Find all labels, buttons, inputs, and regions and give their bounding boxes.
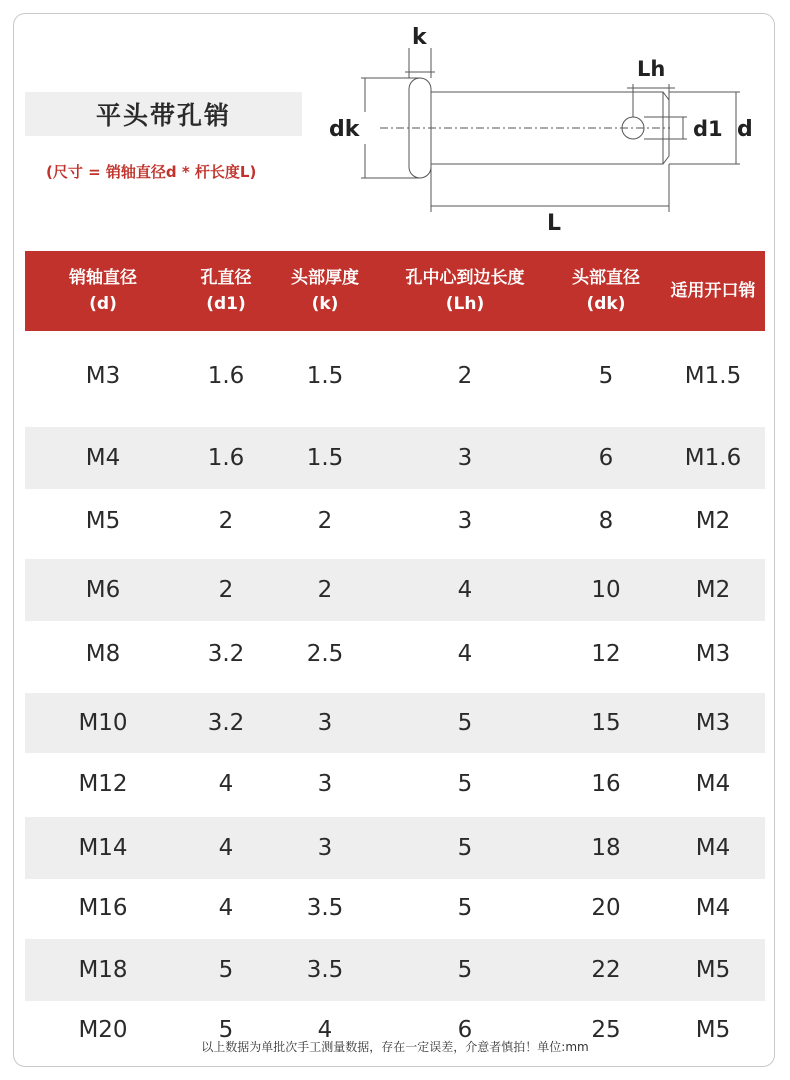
table-cell: 5	[218, 957, 234, 983]
table-cell: M4	[695, 771, 731, 797]
table-cell: 4	[218, 835, 234, 861]
column-header: 头部厚度 (k)	[291, 268, 359, 314]
column-header: 孔中心到边长度 (Lh)	[405, 268, 525, 314]
column-header: 头部直径 (dk)	[572, 268, 640, 314]
table-cell: 3	[457, 508, 473, 534]
table-cell: 20	[591, 895, 621, 921]
table-cell: M1.5	[684, 363, 742, 389]
table-cell: M8	[85, 641, 121, 667]
table-cell: M10	[78, 710, 128, 736]
table-row	[25, 753, 765, 815]
table-cell: 22	[591, 957, 621, 983]
table-cell: 16	[591, 771, 621, 797]
table-row	[25, 621, 765, 687]
table-cell: M1.6	[684, 445, 742, 471]
table-cell: 5	[218, 1017, 234, 1043]
table-cell: M4	[695, 895, 731, 921]
table-cell: 5	[457, 771, 473, 797]
table-cell: 5	[457, 957, 473, 983]
table-cell: 3	[457, 445, 473, 471]
table-cell: 3.5	[306, 895, 344, 921]
table-row	[25, 939, 765, 1001]
table-cell: 18	[591, 835, 621, 861]
table-cell: 4	[218, 895, 234, 921]
label-d: d	[737, 117, 753, 142]
table-cell: M2	[695, 508, 731, 534]
table-cell: 1.6	[207, 445, 245, 471]
table-cell: M5	[695, 957, 731, 983]
page-title: 平头带孔销	[25, 92, 302, 136]
column-header: 孔直径 (d1)	[200, 268, 252, 314]
table-cell: 5	[457, 895, 473, 921]
table-row	[25, 427, 765, 489]
table-cell: M5	[695, 1017, 731, 1043]
table-cell: 3	[317, 835, 333, 861]
label-d1: d1	[693, 117, 723, 141]
table-cell: M3	[695, 710, 731, 736]
table-cell: 1.5	[306, 445, 344, 471]
table-cell: 4	[317, 1017, 333, 1043]
table-cell: M12	[78, 771, 128, 797]
table-cell: 10	[591, 577, 621, 603]
column-header: 销轴直径 (d)	[69, 268, 137, 314]
table-cell: M4	[85, 445, 121, 471]
table-row	[25, 817, 765, 879]
table-cell: M14	[78, 835, 128, 861]
table-body	[25, 331, 765, 1059]
table-cell: 8	[598, 508, 614, 534]
table-cell: 2	[218, 577, 234, 603]
table-cell: M20	[78, 1017, 128, 1043]
table-cell: 5	[598, 363, 614, 389]
table-cell: M16	[78, 895, 128, 921]
table-cell: 6	[598, 445, 614, 471]
table-cell: M5	[85, 508, 121, 534]
table-cell: M3	[695, 641, 731, 667]
table-cell: 5	[457, 835, 473, 861]
table-cell: M2	[695, 577, 731, 603]
table-cell: 25	[591, 1017, 621, 1043]
table-cell: M6	[85, 577, 121, 603]
table-cell: 2	[457, 363, 473, 389]
table-cell: 2	[317, 508, 333, 534]
size-note: (尺寸 = 销轴直径d * 杆长度L)	[46, 163, 257, 181]
table-row	[25, 331, 765, 421]
table-cell: 6	[457, 1017, 473, 1043]
label-lh: Lh	[637, 57, 666, 81]
table-cell: 1.5	[306, 363, 344, 389]
table-cell: 3	[317, 771, 333, 797]
table-header	[25, 251, 765, 331]
table-cell: 3.5	[306, 957, 344, 983]
footer-note: 以上数据为单批次手工测量数据，存在一定误差，介意者慎拍！单位:mm	[201, 1040, 589, 1054]
table-row	[25, 559, 765, 621]
table-row	[25, 489, 765, 553]
label-k: k	[412, 25, 427, 50]
table-cell: 4	[218, 771, 234, 797]
table-cell: 1.6	[207, 363, 245, 389]
table-cell: 3.2	[207, 641, 245, 667]
table-cell: 5	[457, 710, 473, 736]
table-cell: 15	[591, 710, 621, 736]
table-cell: 2	[218, 508, 234, 534]
table-cell: 3	[317, 710, 333, 736]
label-l: L	[547, 211, 562, 236]
table-cell: 2	[317, 577, 333, 603]
pin-diagram	[325, 20, 775, 242]
table-cell: M3	[85, 363, 121, 389]
table-cell: 4	[457, 577, 473, 603]
table-row	[25, 693, 765, 753]
label-dk: dk	[329, 117, 360, 142]
column-header: 适用开口销	[670, 281, 756, 301]
table-cell: 4	[457, 641, 473, 667]
table-cell: M4	[695, 835, 731, 861]
table-row	[25, 879, 765, 937]
table-cell: 12	[591, 641, 621, 667]
table-cell: 2.5	[306, 641, 344, 667]
spec-table	[25, 251, 765, 1059]
table-cell: 3.2	[207, 710, 245, 736]
table-cell: M18	[78, 957, 128, 983]
